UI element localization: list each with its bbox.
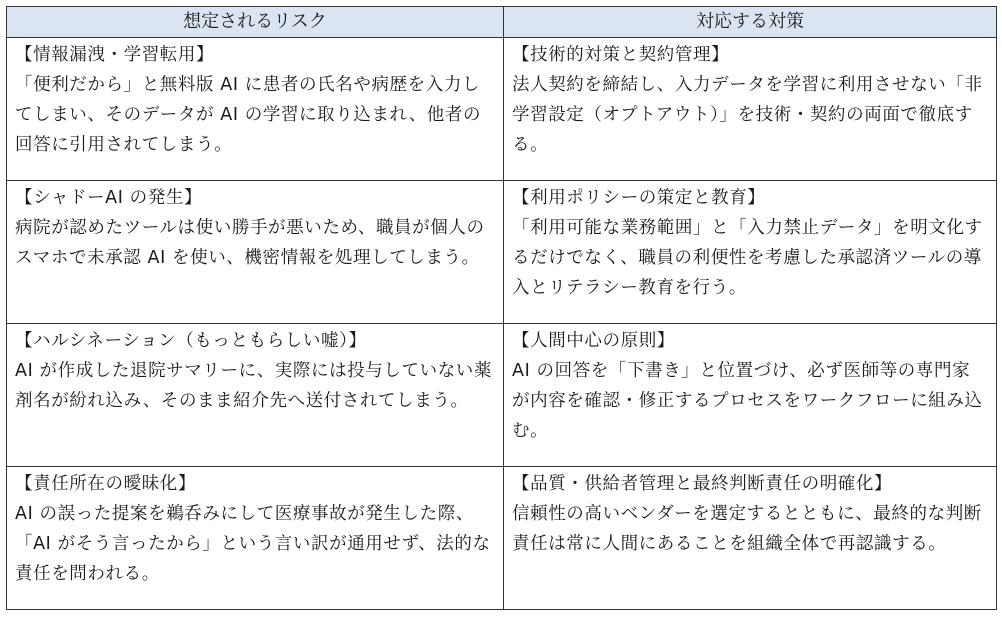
risk-description: AI が作成した退院サマリーに、実際には投与していない薬剤名が紛れ込み、そのまま紹介先へ送付されてしまう。 [15,361,492,411]
header-row [7,7,997,38]
measure-description: 信頼性の高いベンダーを選定するとともに、最終的な判断責任は常に人間にあることを組織全体で再認識する。 [512,504,982,554]
risk-description: AI の誤った提案を鵜呑みにして医療事故が発生した際、「AI がそう言ったから」という言い訳が通用せず、法的な責任を問われる。 [15,504,491,584]
risk-measure-table [6,6,997,610]
measure-cell [504,38,997,181]
measure-heading: 【技術的対策と契約管理】 [512,45,730,65]
risk-description: 「便利だから」と無料版 AI に患者の氏名や病歴を入力してしまい、そのデータが AI の学習に取り込まれ、他者の回答に引用されてしまう。 [15,75,482,155]
measure-heading: 【人間中心の原則】 [512,331,675,351]
measure-cell [504,467,997,610]
header-risk: 想定されるリスク [7,7,504,38]
table-header [7,7,997,38]
table-body [7,38,997,610]
measure-description: AI の回答を「下書き」と位置づけ、必ず医師等の専門家が内容を確認・修正するプロセスをワークフローに組み込む。 [512,361,983,441]
header-measure: 対応する対策 [504,7,997,38]
risk-heading: 【ハルシネーション（もっともらしい嘘）】 [15,331,367,351]
risk-heading: 【シャドーAI の発生】 [15,188,203,208]
measure-heading: 【品質・供給者管理と最終判断責任の明確化】 [512,474,893,494]
measure-heading: 【利用ポリシーの策定と教育】 [512,188,766,208]
measure-cell [504,181,997,324]
table-row [7,38,997,181]
table-row [7,181,997,324]
risk-cell [7,181,504,324]
risk-cell [7,324,504,467]
measure-description: 法人契約を締結し、入力データを学習に利用させない「非学習設定（オプトアウト）」を技術・契約の両面で徹底する。 [512,75,983,155]
risk-heading: 【情報漏洩・学習転用】 [15,45,215,65]
risk-cell [7,38,504,181]
measure-description: 「利用可能な業務範囲」と「入力禁止データ」を明文化するだけでなく、職員の利便性を考慮した承認済ツールの導入とリテラシー教育を行う。 [512,218,983,298]
table-row [7,324,997,467]
risk-description: 病院が認めたツールは使い勝手が悪いため、職員が個人のスマホで未承認 AI を使い、機密情報を処理してしまう。 [15,218,485,268]
risk-cell [7,467,504,610]
table-row [7,467,997,610]
risk-heading: 【責任所在の曖昧化】 [15,474,196,494]
measure-cell [504,324,997,467]
